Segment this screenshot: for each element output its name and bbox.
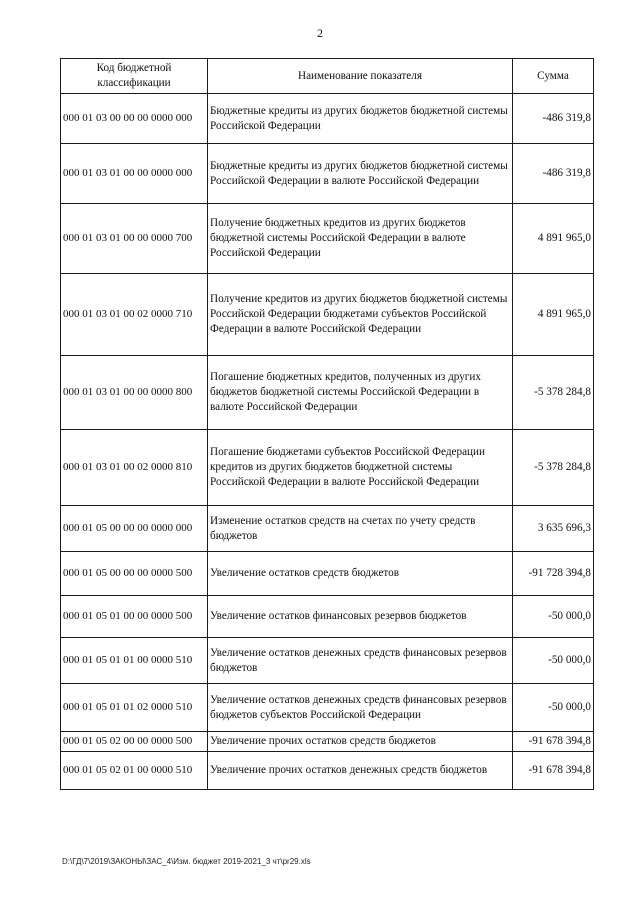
row-name: Погашение бюджетами субъектов Российской Федерации кредитов из других бюджетов бюджетной системы Российской Федерации в валюте Российской Федерации bbox=[208, 430, 513, 506]
row-amount: 4 891 965,0 bbox=[513, 204, 594, 274]
row-code: 000 01 05 01 00 00 0000 500 bbox=[61, 596, 208, 638]
row-code: 000 01 05 02 01 00 0000 510 bbox=[61, 752, 208, 790]
header-name: Наименование показателя bbox=[208, 59, 513, 94]
row-amount: -50 000,0 bbox=[513, 638, 594, 684]
page-number: 2 bbox=[317, 26, 323, 40]
row-amount: -91 728 394,8 bbox=[513, 552, 594, 596]
row-amount: -50 000,0 bbox=[513, 684, 594, 732]
row-code: 000 01 03 01 00 00 0000 700 bbox=[61, 204, 208, 274]
table-row bbox=[61, 356, 594, 430]
row-name: Увеличение прочих остатков денежных средств бюджетов bbox=[208, 752, 513, 790]
row-amount: -91 678 394,8 bbox=[513, 752, 594, 790]
header-code: Код бюджетной классификации bbox=[61, 59, 208, 94]
row-name: Увеличение остатков денежных средств финансовых резервов бюджетов bbox=[208, 638, 513, 684]
row-code: 000 01 03 01 00 00 0000 000 bbox=[61, 144, 208, 204]
row-amount: 4 891 965,0 bbox=[513, 274, 594, 356]
table-row bbox=[61, 732, 594, 752]
table-row bbox=[61, 638, 594, 684]
header-amount: Сумма bbox=[513, 59, 594, 94]
row-code: 000 01 05 02 00 00 0000 500 bbox=[61, 732, 208, 752]
row-code: 000 01 05 01 01 02 0000 510 bbox=[61, 684, 208, 732]
row-amount: -5 378 284,8 bbox=[513, 356, 594, 430]
table-row bbox=[61, 144, 594, 204]
table-header-row bbox=[61, 59, 594, 94]
row-name: Погашение бюджетных кредитов, полученных из других бюджетов бюджетной системы Российской Федерации в валюте Российской Федерации bbox=[208, 356, 513, 430]
row-code: 000 01 05 00 00 00 0000 500 bbox=[61, 552, 208, 596]
budget-table bbox=[60, 58, 594, 790]
row-name: Получение бюджетных кредитов из других бюджетов бюджетной системы Российской Федерации в валюте Российской Федерации bbox=[208, 204, 513, 274]
row-code: 000 01 03 01 00 02 0000 810 bbox=[61, 430, 208, 506]
file-path-footer: D:\ГД\7\2019\ЗАКОНЫ\ЗАС_4\Изм. бюджет 2019-2021_3 чт\pr29.xls bbox=[62, 857, 311, 866]
row-amount: -5 378 284,8 bbox=[513, 430, 594, 506]
table-row bbox=[61, 274, 594, 356]
row-code: 000 01 05 01 01 00 0000 510 bbox=[61, 638, 208, 684]
table-row bbox=[61, 506, 594, 552]
row-name: Бюджетные кредиты из других бюджетов бюджетной системы Российской Федерации bbox=[208, 94, 513, 144]
table-row bbox=[61, 596, 594, 638]
row-amount: -50 000,0 bbox=[513, 596, 594, 638]
table-row bbox=[61, 552, 594, 596]
row-amount: -486 319,8 bbox=[513, 94, 594, 144]
row-name: Увеличение остатков денежных средств финансовых резервов бюджетов субъектов Российской Федерации bbox=[208, 684, 513, 732]
row-name: Увеличение остатков средств бюджетов bbox=[208, 552, 513, 596]
row-amount: -486 319,8 bbox=[513, 144, 594, 204]
table-row bbox=[61, 204, 594, 274]
row-code: 000 01 03 01 00 02 0000 710 bbox=[61, 274, 208, 356]
row-name: Увеличение остатков финансовых резервов бюджетов bbox=[208, 596, 513, 638]
row-name: Изменение остатков средств на счетах по учету средств бюджетов bbox=[208, 506, 513, 552]
table-row bbox=[61, 94, 594, 144]
row-name: Бюджетные кредиты из других бюджетов бюджетной системы Российской Федерации в валюте Российской Федерации bbox=[208, 144, 513, 204]
table-row bbox=[61, 684, 594, 732]
row-code: 000 01 03 00 00 00 0000 000 bbox=[61, 94, 208, 144]
row-code: 000 01 05 00 00 00 0000 000 bbox=[61, 506, 208, 552]
table-row bbox=[61, 752, 594, 790]
row-amount: -91 678 394,8 bbox=[513, 732, 594, 752]
row-name: Увеличение прочих остатков средств бюджетов bbox=[208, 732, 513, 752]
table-row bbox=[61, 430, 594, 506]
row-amount: 3 635 696,3 bbox=[513, 506, 594, 552]
row-name: Получение кредитов из других бюджетов бюджетной системы Российской Федерации бюджетами субъектов Российской Федерации в валюте Российской Федерации bbox=[208, 274, 513, 356]
row-code: 000 01 03 01 00 00 0000 800 bbox=[61, 356, 208, 430]
